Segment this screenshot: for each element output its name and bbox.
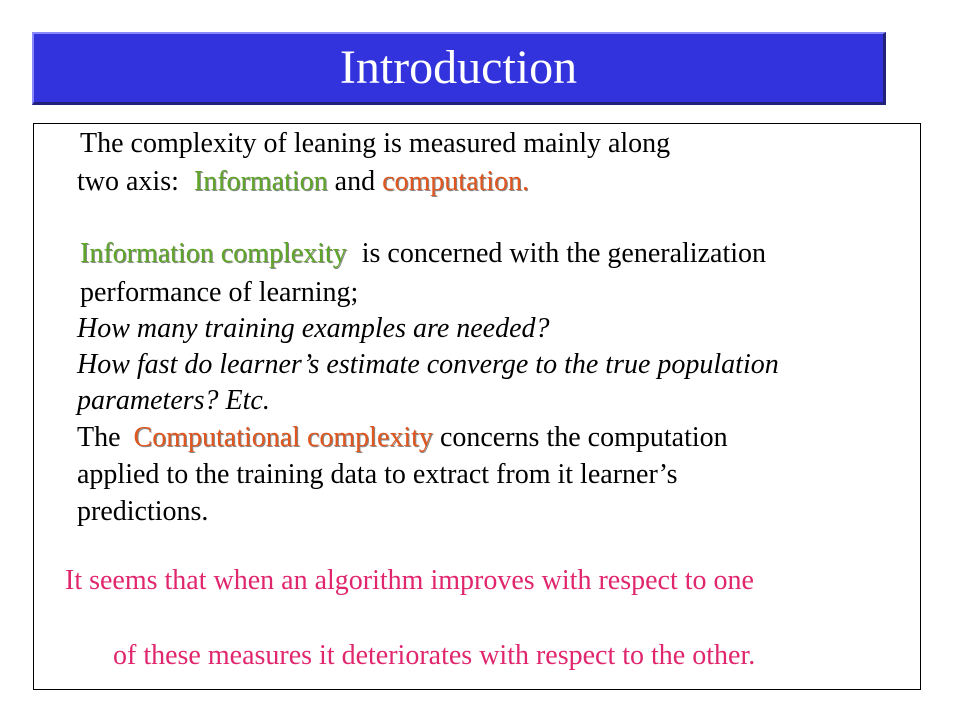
question-2-line1: How fast do learner’s estimate converge to the true population <box>77 349 779 380</box>
para1-line1: The complexity of leaning is measured mainly along <box>80 128 671 159</box>
term-information-complexity: Information complexity <box>80 238 347 269</box>
term-information: Information <box>193 166 328 197</box>
term-computational-complexity: Computational complexity <box>133 422 433 453</box>
term-computation: computation. <box>382 166 530 197</box>
para2-line1-rest: is concerned with the generalization <box>361 238 766 269</box>
conclusion-line2: of these measures it deteriorates with respect to the other. <box>113 640 756 671</box>
slide-title: Introduction <box>339 41 578 94</box>
para3-line3: predictions. <box>77 496 209 527</box>
para1-prefix: two axis: <box>77 166 179 197</box>
para3-line1-rest: concerns the computation <box>439 422 728 453</box>
question-1: How many training examples are needed? <box>77 313 550 344</box>
para1-mid: and <box>334 166 376 197</box>
para3-line1 <box>77 424 728 452</box>
para2-line2: performance of learning; <box>80 277 359 308</box>
conclusion-line1: It seems that when an algorithm improves with respect to one <box>65 565 754 596</box>
para1-line2 <box>77 168 529 196</box>
para3-prefix: The <box>77 422 121 453</box>
para2-line1 <box>80 240 766 268</box>
question-2-line2: parameters? Etc. <box>77 385 270 416</box>
title-bar <box>32 32 886 105</box>
para3-line2: applied to the training data to extract from it learner’s <box>77 459 678 490</box>
